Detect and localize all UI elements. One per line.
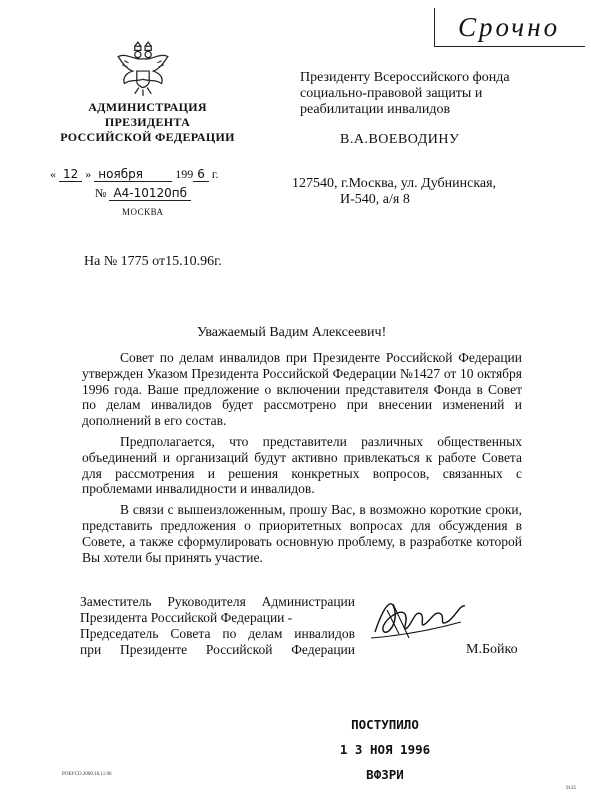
signatory-line: при Президенте Российской Федерации (80, 642, 355, 657)
sender-city: МОСКВА (122, 207, 164, 217)
number-value: А4-10120пб (109, 186, 191, 201)
page-mark: 9125 (566, 786, 576, 791)
outgoing-number (95, 186, 191, 201)
org-line: РОССИЙСКОЙ ФЕДЕРАЦИИ (60, 130, 235, 144)
signer-name: М.Бойко (466, 642, 518, 657)
urgent-label: Срочно (458, 12, 561, 42)
handwritten-signature (365, 592, 475, 652)
date-open-quote: « (50, 167, 56, 181)
signatory-line: Председатель Совета по делам инвалидов (80, 626, 355, 641)
body-paragraph: В связи с вышеизложенным, прошу Вас, в возможно короткие сроки, представить предложения о приоритетных вопросах для обсуждения в Совете, а также сформулировать основную проблему, в разработке которой Вы хотели бы принять участие. (82, 502, 522, 565)
org-line: АДМИНИСТРАЦИЯ (88, 100, 207, 114)
stamp-line: ПОСТУПИЛО (351, 717, 419, 732)
date-day: 12 (59, 167, 82, 182)
outgoing-date (50, 167, 219, 182)
coat-of-arms-icon (112, 38, 174, 100)
date-year-suffix: г. (211, 167, 219, 181)
received-stamp (330, 712, 440, 787)
greeting: Уважаемый Вадим Алексеевич! (197, 325, 387, 340)
org-line: ПРЕЗИДЕНТА (104, 115, 191, 129)
body-paragraph: Предполагается, что представители различных общественных объединений и организаций будут активно привлекаться к работе Совета для рассмотрения и решения конкретных вопросов, связанных с проблемами инвалидности и инвалидов. (82, 433, 522, 497)
date-close-quote: » (85, 167, 92, 181)
reference-line: На № 1775 от15.10.96г. (84, 254, 222, 269)
body-paragraph: Совет по делам инвалидов при Президенте Российской Федерации утвержден Указом Президента Российской Федерации №1427 от 10 октября 1996 года. Ваше предложение о включении представителя Фонда в Совет по делам инвалидов будет рассмотрено при внесении изменений и дополнений в его состав. (82, 350, 522, 429)
sender-organization (60, 100, 235, 145)
addressee-title: Президенту Всероссийского фонда социально-правовой защиты и реабилитации инвалидов (300, 70, 510, 117)
letter-body (82, 350, 522, 570)
addressee-address-line1: 127540, г.Москва, ул. Дубнинская, (292, 176, 497, 191)
stamp-date: 1 3 НОЯ 1996 (339, 742, 431, 757)
addressee-name: В.А.ВОЕВОДИНУ (340, 132, 460, 147)
signatory-line: Заместитель Руководителя Администрации (80, 594, 355, 609)
date-month: ноября (94, 167, 172, 182)
signatory-line: Президента Российской Федерации - (80, 610, 293, 625)
footer-print-code: РОБУСО.2000.18.11.96 (62, 772, 112, 777)
signatory-title (80, 594, 355, 658)
date-year-prefix: 199 (175, 167, 194, 181)
addressee-address-line2: И-540, а/я 8 (340, 192, 410, 207)
number-label: № (95, 186, 107, 200)
stamp-line: ВФЗРИ (366, 767, 404, 782)
date-year-digit: 6 (193, 167, 209, 182)
